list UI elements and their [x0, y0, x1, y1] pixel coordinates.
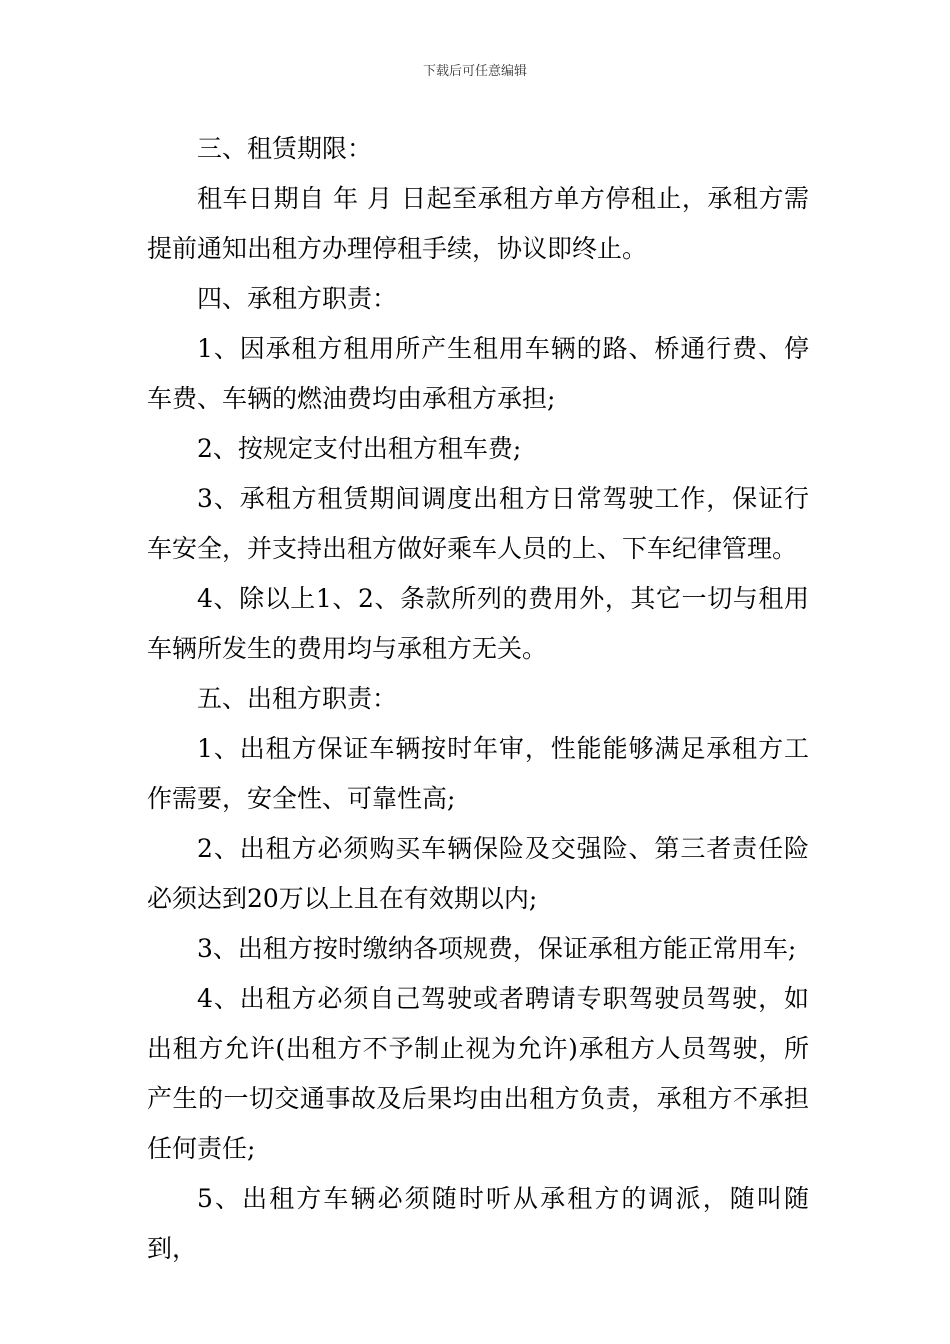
lease-date-paragraph: 租车日期自 年 月 日起至承租方单方停租止，承租方需提前通知出租方办理停租手续，协议即终止。 [147, 184, 809, 263]
lessee-duty-3: 3、承租方租赁期间调度出租方日常驾驶工作，保证行车安全，并支持出租方做好乘车人员的上、下车纪律管理。 [147, 484, 809, 563]
lessor-duty-3: 3、出租方按时缴纳各项规费，保证承租方能正常用车; [197, 934, 797, 963]
lessee-duty-2: 2、按规定支付出租方租车费; [197, 434, 522, 463]
section-title-lease-term: 三、租赁期限： [197, 134, 373, 163]
lessee-duty-4: 4、除以上1、2、条款所列的费用外，其它一切与租用车辆所发生的费用均与承租方无关。 [147, 584, 809, 663]
lessor-duty-5: 5、出租方车辆必须随时听从承租方的调派，随叫随到， [147, 1184, 809, 1263]
lessor-duty-4: 4、出租方必须自己驾驶或者聘请专职驾驶员驾驶，如出租方允许(出租方不予制止视为允许)承租方人员驾驶，所产生的一切交通事故及后果均由出租方负责，承租方不承担任何责任; [147, 984, 809, 1163]
lessor-duty-1: 1、出租方保证车辆按时年审，性能能够满足承租方工作需要，安全性、可靠性高; [147, 734, 809, 813]
section-title-lessor-duties: 五、出租方职责： [197, 684, 398, 713]
section-title-lessee-duties: 四、承租方职责： [197, 284, 398, 313]
lessee-duty-1: 1、因承租方租用所产生租用车辆的路、桥通行费、停车费、车辆的燃油费均由承租方承担; [147, 334, 809, 413]
lessor-duty-2: 2、出租方必须购买车辆保险及交强险、第三者责任险必须达到20万以上且在有效期以内; [147, 834, 809, 913]
document-body [147, 124, 809, 1274]
page-header: 下载后可任意编辑 [422, 64, 527, 79]
